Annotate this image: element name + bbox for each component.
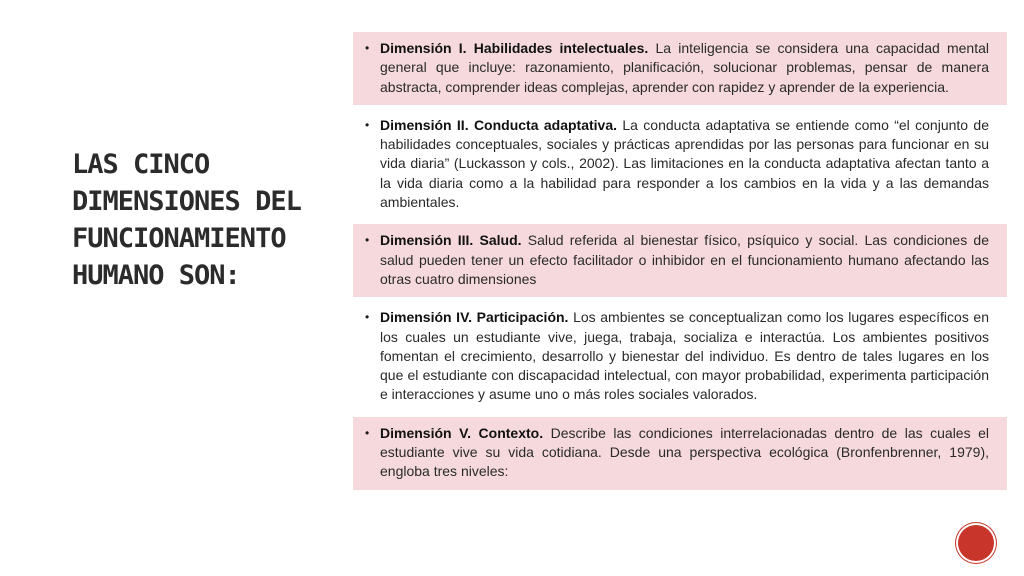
dimension-title: Dimensión II. Conducta adaptativa. xyxy=(380,116,623,133)
dimension-title: Dimensión IV. Participación. xyxy=(380,309,574,326)
dimension-description: Salud referida al bienestar físico, psíquico y social. Las condiciones de salud pueden tener un efecto facilitador o inhibidor en el funcionamiento humano afectando las otras cuatro dimensiones xyxy=(380,232,989,287)
dimension-item-3 xyxy=(353,224,1007,297)
bullet-icon: • xyxy=(365,310,370,325)
bullet-icon: • xyxy=(365,117,370,132)
dimension-title: Dimensión I. Habilidades intelectuales. xyxy=(380,40,656,56)
bullet-icon: • xyxy=(365,425,370,440)
dimension-title: Dimensión V. Contexto. xyxy=(380,424,551,441)
dimension-title: Dimensión III. Salud. xyxy=(380,232,528,249)
dimension-item-1 xyxy=(353,32,1007,105)
dimension-description: Los ambientes se conceptualizan como los lugares específicos en los cuales un estudiante vive, juega, trabaja, socializa e interactúa. Los ambientes positivos fomentan el crecimiento, desarrollo y bienestar del individuo. Es dentro de tales lugares en los que el estudiante con discapacidad intelectual, con mayor probabilidad, experimenta participación e interacciones y asume uno o más roles sociales valorados. xyxy=(380,309,990,403)
dimension-item-4 xyxy=(353,301,1007,412)
dimension-item-2 xyxy=(353,109,1007,220)
page-number-badge-icon xyxy=(958,525,994,561)
dimension-list xyxy=(353,32,1007,494)
bullet-icon: • xyxy=(365,233,370,248)
slide-title: LAS CINCO DIMENSIONES DEL FUNCIONAMIENTO HUMANO SON: xyxy=(72,149,301,291)
dimension-description: La inteligencia se considera una capacidad mental general que incluye: razonamiento, planificación, solucionar problemas, pensar de manera abstracta, comprender ideas complejas, aprender con rapidez y aprender de la experiencia. xyxy=(380,40,990,95)
dimension-item-5 xyxy=(353,417,1007,490)
dimension-description: Describe las condiciones interrelacionadas dentro de las cuales el estudiante vive su vida cotidiana. Desde una perspectiva ecológica (Bronfenbrenner, 1979), engloba tres niveles: xyxy=(380,424,990,480)
bullet-icon: • xyxy=(365,41,370,55)
dimension-description: La conducta adaptativa se entiende como “el conjunto de habilidades conceptuales, sociales y prácticas aprendidas por las personas para funcionar en su vida diaria” (Luckasson y cols., 2002). Las limitaciones en la conducta adaptativa afectan tanto a la vida diaria como a la habilidad para responder a los cambios en la vida y a las demandas ambientales. xyxy=(380,116,990,211)
